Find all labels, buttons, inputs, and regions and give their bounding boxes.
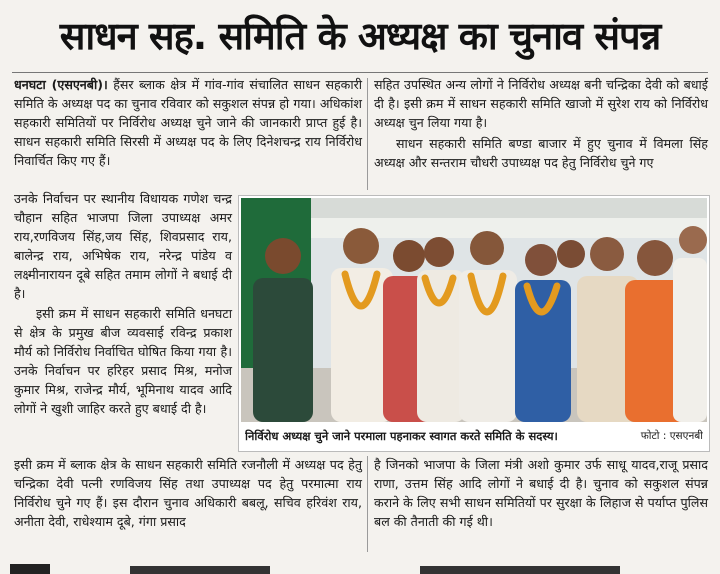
article-col-left-top	[14, 76, 362, 173]
headline-rule	[12, 72, 708, 73]
article-paragraph: इसी क्रम में साधन सहकारी समिति धनघटा से क्षेत्र के प्रमुख बीज व्यवसाई रविन्द्र प्रकाश मौर्य को निर्विरोध निर्वाचित घोषित किया गया है। उनके निर्वाचन पर हरिहर प्रसाद मिश्र, मनोज कुमार मिश्र, राजेन्द्र मौर्य, भूमिनाथ यादव आदि लोगों ने खुशी जाहिर करते हुए बधाई दी है।	[14, 306, 232, 416]
article-col-left-bottom	[14, 456, 362, 534]
column-divider	[367, 78, 368, 190]
article-col-left-narrow	[14, 190, 232, 421]
article-paragraph	[14, 76, 362, 171]
article-paragraph: उनके निर्वाचन पर स्थानीय विधायक गणेश चन्द्र चौहान सहित भाजपा जिला उपाध्यक्ष अमर राय,रणविजय सिंह,जय सिंह, शिवप्रसाद राय, बालेन्द्र राय, अभिषेक राय, नरेन्द्र पांडेय व लक्ष्मीनारायन दूबे सहित तमाम लोगों ने बधाई दी है।	[14, 191, 232, 301]
group-photo-illustration	[241, 198, 707, 422]
article-paragraph: इसी क्रम में ब्लाक क्षेत्र के साधन सहकारी समिति रजनौली में अध्यक्ष पद हेतु चन्द्रिका देवी पत्नी रणविजय सिंह तथा उपाध्यक्ष पद हेतु परमात्मा राय निर्विरोध चुने गए हैं। इस दौरान चुनाव अधिकारी बबलू, सचिव हरिवंश राय, अनीता देवी, राधेश्याम दूबे, गंगा प्रसाद	[14, 457, 362, 529]
photo-credit: फोटो : एसएनबी	[640, 430, 703, 442]
article-col-right-bottom	[374, 456, 708, 534]
photo-caption	[245, 426, 703, 446]
headline: साधन सह. समिति के अध्यक्ष का चुनाव संपन्न	[59, 14, 661, 58]
article-paragraph: सहित उपस्थित अन्य लोगों ने निर्विरोध अध्यक्ष बनी चन्द्रिका देवी को बधाई दी है। इसी क्रम में साधन सहकारी समिति खाजो में सुरेश राय को निर्विरोध अध्यक्ष चुन लिया गया है।	[374, 77, 708, 130]
article-paragraph: है जिनको भाजपा के जिला मंत्री अशो कुमार उर्फ साधू यादव,राजू प्रसाद राणा, उत्तम सिंह आदि लोगों ने बधाई दी है। चुनाव को सकुशल संपन्न कराने के लिए सभी साधन समितियों पर सुरक्षा के लिहाज से पर्याप्त पुलिस बल की तैनाती की गई थी।	[374, 457, 708, 529]
news-photo	[241, 198, 707, 422]
news-photo-box	[238, 195, 710, 452]
next-article-strip	[0, 558, 720, 574]
dateline: धनघटा (एसएनबी)।	[14, 77, 108, 92]
article-col-right-top	[374, 76, 708, 175]
paragraph-text: हैंसर ब्लाक क्षेत्र में गांव-गांव संचालित साधन सहकारी समिति के अध्यक्ष पद का चुनाव रविवार को सकुशल संपन्न हो गया। अधिकांश सहकारी समितियों पर निर्विरोध अध्यक्ष चुने जाने की जानकारी प्राप्त हुई है। साधन सहकारी समिति सिरसी में अध्यक्ष पद के लिए दिनेशचन्द्र राय निर्विरोध निवार्चित किए गए हैं।	[14, 77, 363, 168]
column-divider	[367, 456, 368, 552]
caption-text: निर्विरोध अध्यक्ष चुने जाने परमाला पहनाकर स्वागत करते समिति के सदस्य।	[245, 428, 558, 443]
article-paragraph: साधन सहकारी समिति बण्डा बाजार में हुए चुनाव में विमला सिंह अध्यक्ष और सन्तराम चौधरी उपाध्यक्ष पद हेतु निर्विरोध चुने गए	[374, 135, 708, 170]
